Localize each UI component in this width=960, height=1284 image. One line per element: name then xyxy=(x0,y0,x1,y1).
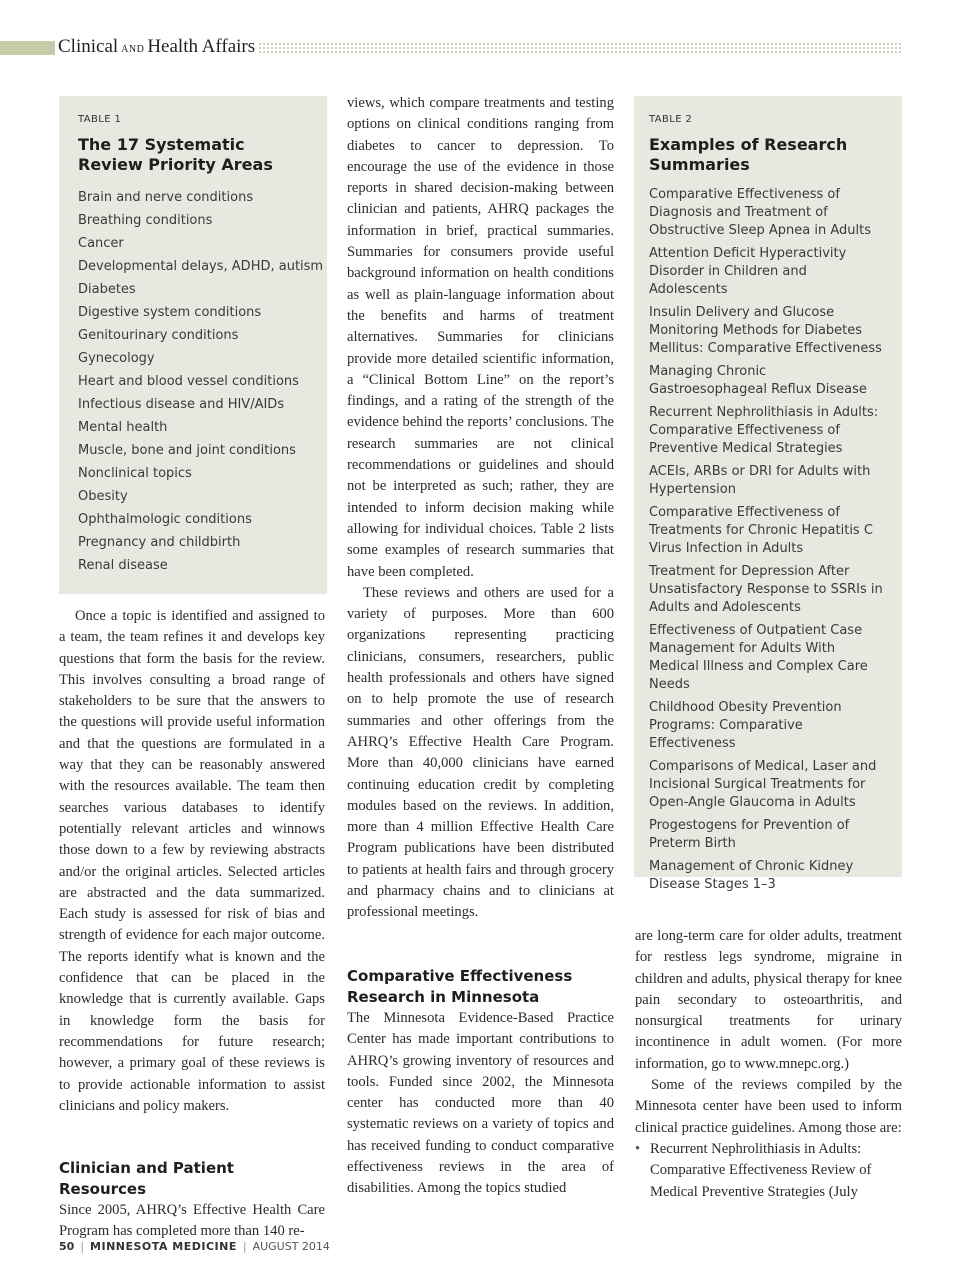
table2-item: Management of Chronic Kidney Disease Stages 1–3 xyxy=(649,859,854,892)
table2-item: Attention Deficit Hyperactivity Disorder in Children and Adolescents xyxy=(649,246,847,297)
table1-item: Developmental delays, ADHD, autism xyxy=(78,259,324,274)
table2-item: Progestogens for Prevention of Preterm Birth xyxy=(649,818,850,851)
section-title-and: AND xyxy=(121,44,145,55)
table1-item: Brain and nerve conditions xyxy=(78,190,254,205)
column2-paragraph-2: These reviews and others are used for a variety of purposes. More than 600 organizations representing practicing clinicians, consumers, researchers, public health professionals and others have signed on to help promote the use of research summaries and other offerings from the AHRQ’s Effective Health Care Program. More than 40,000 clinicians have earned continuing education credit by completing modules based on the reviews. In addition, more than 4 million Effective Health Care Program publications have been distributed to patients at health fairs and through grocery and pharmacy chains and to clinicians at professional meetings. xyxy=(347,584,614,921)
magazine-name: MINNESOTA MEDICINE xyxy=(90,1240,237,1253)
clinician-resources-heading: Clinician and Patient Resources xyxy=(59,1159,234,1198)
table2-item: Treatment for Depression After Unsatisfactory Response to SSRIs in Adults and Adolescents xyxy=(649,564,883,615)
table1-item: Cancer xyxy=(78,236,124,251)
table2-item: Managing Chronic Gastroesophageal Reflux Disease xyxy=(649,364,867,397)
table2-label: TABLE 2 xyxy=(649,114,693,125)
table1-item: Diabetes xyxy=(78,282,136,297)
column1-paragraph: Once a topic is identified and assigned to a team, the team refines it and develops key questions that form the basis for the review. This involves consulting a broad range of stakeholders to be sure that the answers to the questions will provide useful information and that the questions are formulated in a way that they can be reasonably answered with the resources available. The team then searches various databases to identify potentially relevant articles and winnows those down to a few by reviewing abstracts and/or the original articles. Selected articles are abstracted and the data summarized. Each study is assessed for risk of bias and strength of evidence for each major outcome. The reports identify what is known and the confidence that can be placed in the knowledge that is currently available. Gaps in knowledge form the basis for recommendations for future research; however, a primary goal of these reviews is to provide actionable information to assist clinicians and policy makers. xyxy=(59,608,325,1114)
page-footer xyxy=(59,1240,330,1253)
table2-item: Insulin Delivery and Glucose Monitoring Methods for Diabetes Mellitus: Comparative Effectiveness xyxy=(649,305,882,356)
column3-paragraph-2: Some of the reviews compiled by the Minnesota center have been used to inform clinical practice guidelines. Among those are: xyxy=(635,1077,902,1136)
table1-list xyxy=(78,186,324,577)
footer-divider: | xyxy=(80,1240,85,1253)
column1-paragraph-2: Since 2005, AHRQ’s Effective Health Care Program has completed more than 140 re- xyxy=(59,1202,325,1240)
table2-item: Childhood Obesity Prevention Programs: Comparative Effectiveness xyxy=(649,700,842,751)
column2-text xyxy=(347,93,614,924)
table2-item: Comparative Effectiveness of Treatments for Chronic Hepatitis C Virus Infection in Adults xyxy=(649,505,873,556)
column1-text xyxy=(59,606,325,1117)
table2-title: Examples of Research Summaries xyxy=(649,135,848,174)
table1-item: Genitourinary conditions xyxy=(78,328,239,343)
table2-item: ACEIs, ARBs or DRI for Adults with Hypertension xyxy=(649,464,871,497)
column1-section xyxy=(59,1158,325,1243)
table1-title: The 17 Systematic Review Priority Areas xyxy=(78,135,273,174)
minnesota-research-heading: Comparative Effectiveness Research in Minnesota xyxy=(347,967,573,1006)
table1-item: Heart and blood vessel conditions xyxy=(78,374,299,389)
section-title-part1: Clinical xyxy=(58,36,119,57)
issue-date: AUGUST 2014 xyxy=(252,1240,330,1253)
header-accent-bar xyxy=(0,41,55,55)
table1-label: TABLE 1 xyxy=(78,114,122,125)
table2-item: Comparisons of Medical, Laser and Incisional Surgical Treatments for Open-Angle Glaucoma in Adults xyxy=(649,759,877,810)
table1-item: Pregnancy and childbirth xyxy=(78,535,241,550)
column2-section xyxy=(347,966,614,1200)
table1-item: Digestive system conditions xyxy=(78,305,262,320)
table1-item: Muscle, bone and joint conditions xyxy=(78,443,296,458)
table1-item: Renal disease xyxy=(78,558,168,573)
table2-box xyxy=(634,96,902,892)
footer-divider: | xyxy=(242,1240,247,1253)
table1-item: Breathing conditions xyxy=(78,213,213,228)
section-title xyxy=(58,36,255,58)
table1-item: Mental health xyxy=(78,420,168,435)
table2-item: Comparative Effectiveness of Diagnosis and Treatment of Obstructive Sleep Apnea in Adults xyxy=(649,187,871,238)
column3-paragraph-1: are long-term care for older adults, treatment for restless legs syndrome, migraine in children and adults, physical therapy for knee pain secondary to osteoarthritis, and nonsurgical treatments for urinary incontinence in adult women. (For more information, go to www.mnepc.org.) xyxy=(635,928,902,1072)
table1-item: Gynecology xyxy=(78,351,155,366)
table1-box xyxy=(59,96,327,594)
table2-item: Recurrent Nephrolithiasis in Adults: Comparative Effectiveness of Preventive Medical Strategies xyxy=(649,405,879,456)
column2-paragraph-3: The Minnesota Evidence-Based Practice Center has made important contributions to AHRQ’s growing inventory of resources and tools. Funded since 2002, the Minnesota center has conducted more than 40 systematic reviews on a variety of topics and has received funding to conduct comparative effectiveness reviews in the area of disabilities. Among the topics studied xyxy=(347,1010,614,1197)
table2-item: Effectiveness of Outpatient Case Management for Adults With Medical Illness and Complex Care Needs xyxy=(649,623,868,692)
page-number: 50 xyxy=(59,1240,75,1253)
table1-item: Infectious disease and HIV/AIDs xyxy=(78,397,285,412)
table1-item: Nonclinical topics xyxy=(78,466,192,481)
table2-list xyxy=(649,186,887,894)
column3-text xyxy=(635,926,902,1203)
column2-paragraph-1: views, which compare treatments and testing options on clinical conditions ranging from diabetes to cancer to depression. To encourage the use of the evidence in those reports in shared decision-making between clinician and patients, AHRQ packages the information in brief, practical summaries. Summaries for consumers provide useful background information on health conditions as well as plain-language information about the benefits and harms of treatment alternatives. Summaries for clinicians provide more detailed scientific information, a “Clinical Bottom Line” on the report’s findings, and a rating of the strength of the evidence behind the reports’ conclusions. The research summaries are not clinical recommendations or guidelines and should not be interpreted as such; rather, they are intended to inform decision making while allowing for individual choices. Table 2 lists some examples of research summaries that have been completed. xyxy=(347,95,614,580)
section-title-part2: Health Affairs xyxy=(147,36,256,57)
header-dotted-rule xyxy=(258,42,902,54)
table1-item: Ophthalmologic conditions xyxy=(78,512,252,527)
column3-bullet-item: • Recurrent Nephrolithiasis in Adults: Comparative Effectiveness Review of Medical Preventive Strategies (July xyxy=(635,1139,902,1203)
table1-item: Obesity xyxy=(78,489,128,504)
